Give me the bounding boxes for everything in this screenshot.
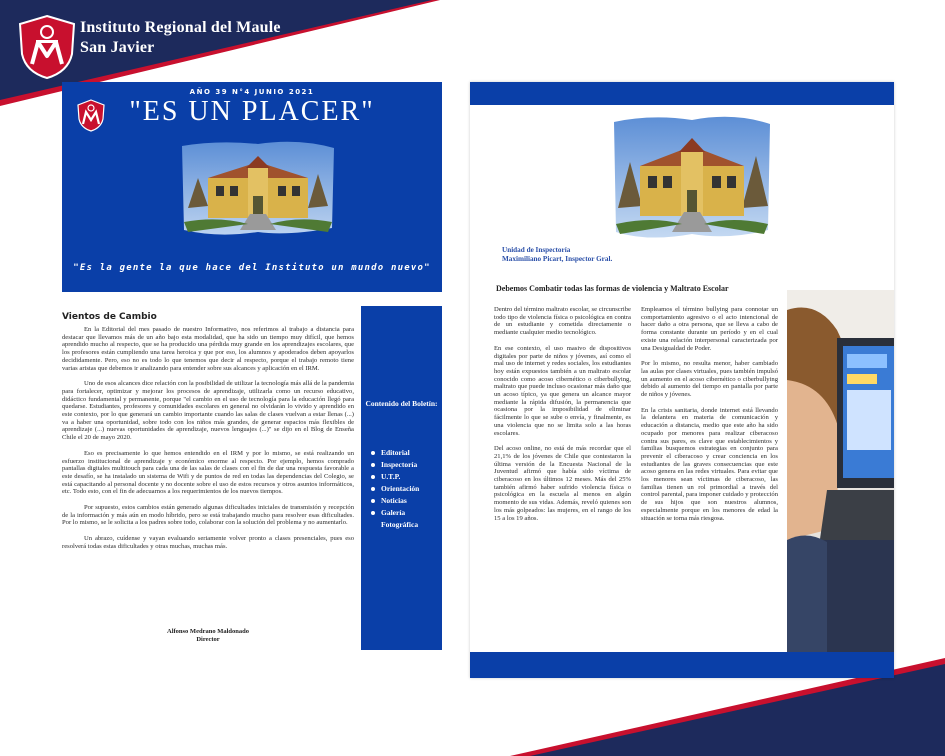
signature: [62, 628, 354, 644]
editorial-body: [62, 326, 354, 559]
paragraph: Dentro del término maltrato escolar, se circunscribe todo tipo de violencia física o psicológica en contra de un estudiante y cometida directamente o mediante cualquier medio tecnológico.: [494, 306, 631, 337]
contents-title: Contenido del Boletín:: [365, 399, 438, 408]
paragraph: Por lo mismo, no resulta menor, haber cambiado las aulas por clases virtuales, pues también impulsó un aumento en el acoso cibernético o ciberbullying debido al aumento del tiempo en pantalla por parte de niños y jóvenes.: [641, 360, 778, 399]
contents-item-orientacion[interactable]: Orientación: [371, 483, 441, 495]
issue-info: AÑO 39 N°4 JUNIO 2021: [189, 88, 315, 96]
school-crest-icon: [16, 14, 78, 80]
school-name: [80, 18, 281, 58]
bulletin-title: "ES UN PLACER": [129, 96, 375, 127]
contents-list: [371, 447, 441, 531]
paragraph: Por supuesto, estos cambios están generado algunas dificultades iniciales de transmisión y recepción de la información y más aún en modo híbrido, pero se está trabajando mucho para resolver esas dificultades. Por lo mismo, se le solicita a los padres sobre todo, colaborar con la solución del problema y no aumentarlo.: [62, 504, 354, 527]
school-name-line: Instituto Regional del Maule: [80, 19, 281, 36]
unit-author: Maximiliano Picart, Inspector Gral.: [502, 255, 613, 263]
paragraph: Del acoso online, no está de más recordar que el 21,1% de los jóvenes de Chile que contestaron la última versión de la Encuesta Nacional de la Juventud afirmó que había sido víctima de ciberacoso en los últimos 12 meses. Más del 25% también afirmó haber sufrido violencia física o psicológica en la escuela al menos en algún momento de sus vidas. Además, reveló quienes son los más golpeados: las mujeres, en el rango de los 15 a los 19 años.: [494, 445, 631, 522]
contents-item-utp[interactable]: U.T.P.: [371, 471, 441, 483]
paragraph: Un abrazo, cuídense y vayan evaluando seriamente volver pronto a clases presenciales, pues eso resolverá todas estas dificultades y otras muchas, muchas más.: [62, 535, 354, 550]
paragraph: En la Editorial del mes pasado de nuestro Informativo, nos referimos al trabajo a distancia para destacar que llevamos más de un año bajo esta modalidad, que ha sido un tiempo muy difícil, que hemos aprendido mucho al respecto, que se ha producido una pérdida muy grande en los aprendizajes escolares, que los profesores están cumpliendo una tarea heroica y que por eso, los alumnos y apoderados deben apoyarlos decididamente. Pero, eso no es todo lo que tenemos que decir al respecto, porque el trabajo remoto tiene varias aristas que debemos ir analizando para entender sobre sus alcances y aplicación en el IRM.: [62, 326, 354, 372]
signature-name: Alfonso Medrano Maldonado: [167, 628, 249, 635]
school-building-photo: [178, 138, 338, 238]
paragraph: Empleamos el término bullying para connotar un comportamiento agresivo o el acto intencional de hacer daño a otra persona, que se lleva a cabo de forma constante durante un período y en el cual existe una relación interpersonal caracterizada por una Desigualdad de Poder.: [641, 306, 778, 352]
paragraph: Eso es precisamente lo que hemos entendido en el IRM y por lo mismo, se está realizando un esfuerzo institucional de aprendizaje y económico enorme al respecto. Por ejemplo, hemos comprado pantallas digitales multitouch para cada una de las salas de clases con el fin de dar una respuesta favorable a este desafío, se ha instalado un sistema de Wifi y de puntos de red en todas las dependencias del Colegio, se está capacitando al personal docente y no docente sobre el uso de estos recursos y otros asuntos informáticos, etc. Todo esto, con el fin de adecuarnos a los requerimientos de los nuevos tiempos.: [62, 449, 354, 496]
article-heading: Vientos de Cambio: [62, 312, 157, 322]
bulletin-motto: "Es la gente la que hace del Instituto un mundo nuevo": [73, 263, 431, 273]
school-crest-icon: [73, 97, 109, 133]
paragraph: En la crisis sanitaria, donde internet está llevando la delantera en materia de comunicación y educación a distancia, medio que este año ha sido ocupado por menores para realizar ciberacoso contra sus pares, es clave que establecimientos y familias busquemos estrategias en conjunto para prevenir el ciberacoso y crear conciencia en los estudiantes de las graves consecuencias que este acoso genera en las redes virtuales. Para evitar que los menores sean víctimas de ciberacoso, las familias tienen un rol primordial a través del control parental, para imponer cuidado y protección de sus hijos que son nuestros alumnos, especialmente porque en los menores de edad la situación se torna más riesgosa.: [641, 406, 778, 522]
article-column-1: [494, 306, 631, 530]
article-heading: Debemos Combatir todas las formas de violencia y Maltrato Escolar: [496, 284, 729, 293]
paragraph: Uno de esos alcances dice relación con la posibilidad de utilizar la tecnología más allá de la pandemia para fortalecer, optimizar y mejorar los procesos de aprendizaje, utilizarla como un recurso educativo, didáctico fundamental y permanente, porque "el cambio en el uso de tecnología para la educación llegó para quedarse. Estudiantes, profesores y comunidades escolares en general no olvidarán lo vivido y aprendido en este contexto, por lo que generará un cambio importante cuando las salas de clases vuelvan a estar llenas (...) va a haber una oportunidad, sobre todo con los niños más grandes, de generar espacios más flexibles de aprendizaje (...) nuevas oportunidades de aprendizaje, nuevos lenguajes (...)" se dijo en el Blog de Enseña Chile el 20 de mayo 2020.: [62, 380, 354, 442]
contents-item-noticias[interactable]: Noticias: [371, 495, 441, 507]
unit-name: Unidad de Inspectoría: [502, 246, 571, 254]
contents-item-inspectoria[interactable]: Inspectoría: [371, 459, 441, 471]
signature-role: Director: [196, 636, 220, 643]
page-bottom-bar: [470, 652, 894, 678]
article-column-2: [641, 306, 778, 530]
school-building-photo: [608, 112, 776, 242]
paragraph: En ese contexto, el uso masivo de dispositivos digitales por parte de niños y jóvenes, así como el mal uso de internet y redes sociales, los estudiantes hoy están expuestos también a un maltrato escolar conocido como acoso cibernético o ciberbullying, maltrato que puede incluso ocasionar más daño que un acoso típico, ya que genera un alcance mayor mediante la rápida difusión, la permanencia que ocasiona por la imposibilidad de eliminar fácilmente lo que se sube o envía, y finalmente, es una violencia que no se limita solo a las horas escolares.: [494, 344, 631, 437]
contents-item-galeria[interactable]: Galería Fotográfica: [371, 507, 441, 531]
contents-item-editorial[interactable]: Editorial: [371, 447, 441, 459]
child-laptop-photo: [787, 290, 894, 652]
page-top-bar: [470, 82, 894, 105]
school-city-line: San Javier: [80, 39, 155, 56]
